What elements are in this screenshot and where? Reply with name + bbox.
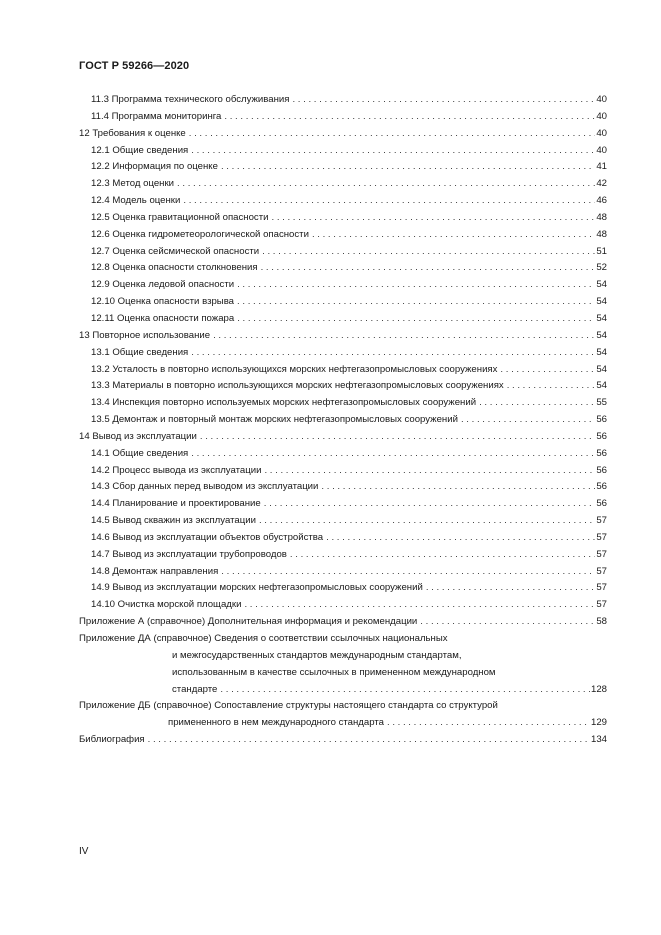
dot-leader [221,159,595,176]
toc-entry-page: 57 [596,565,607,577]
toc-entry-page: 57 [596,515,607,527]
toc-entry[interactable] [79,210,607,227]
toc-entry[interactable] [79,530,607,547]
toc-entry[interactable] [79,429,607,446]
toc-entry[interactable] [79,244,607,261]
toc-entry-title: 13.4 Инспекция повторно используемых морских нефтегазопромысловых сооружений [91,397,477,409]
dot-leader [326,530,595,547]
toc-entry-page: 40 [596,127,607,139]
toc-entry[interactable] [79,547,607,564]
appendix-da-line-4 [79,682,607,699]
toc-entry-page: 40 [596,144,607,156]
toc-entry-title: 12.5 Оценка гравитационной опасности [91,211,269,223]
dot-leader [262,244,595,261]
toc-entry[interactable] [79,564,607,581]
page-number: IV [79,846,89,857]
toc-entry-title: 12.3 Метод оценки [91,178,175,190]
dot-leader [221,564,595,581]
dot-leader [426,580,596,597]
toc-entry-title: 13 Повторное использование [79,329,211,341]
toc-entry-title: 14.4 Планирование и проектирование [91,498,261,510]
toc-entry[interactable] [79,446,607,463]
toc-entry-page: 42 [596,178,607,190]
toc-entry-title: 13.1 Общие сведения [91,346,189,358]
toc-entry-title: 12.2 Информация по оценке [91,161,218,173]
dot-leader [259,513,595,530]
dot-leader [213,328,595,345]
dot-leader [312,227,595,244]
toc-entry-title: 14.1 Общие сведения [91,447,189,459]
toc-entry-page: 56 [596,447,607,459]
toc-entry-title: 12.8 Оценка опасности столкновения [91,262,258,274]
toc-entry-page: 56 [596,430,607,442]
dot-leader [237,294,595,311]
toc-entry-page: 54 [596,296,607,308]
toc-entries [79,92,607,631]
toc-entry-title: 12.11 Оценка опасности пожара [91,312,235,324]
dot-leader [183,193,595,210]
document-header: ГОСТ Р 59266—2020 [79,60,190,72]
toc-entry-title: 12.10 Оценка опасности взрыва [91,296,235,308]
dot-leader [224,109,595,126]
toc-entry[interactable] [79,328,607,345]
toc-entry[interactable] [79,260,607,277]
toc-entry[interactable] [79,345,607,362]
toc-entry-title: 14.8 Демонтаж направления [91,565,219,577]
toc-entry-title: 14.9 Вывод из эксплуатации морских нефтегазопромысловых сооружений [91,582,423,594]
toc-entry[interactable] [79,109,607,126]
bibliography-text: Библиография [79,734,145,746]
toc-entry-title: 12.9 Оценка ледовой опасности [91,279,235,291]
toc-entry-page: 48 [596,211,607,223]
toc-entry-page: 58 [596,616,607,628]
dot-leader [200,429,595,446]
toc-entry-page: 55 [596,397,607,409]
toc-entry-title: 14.7 Вывод из эксплуатации трубопроводов [91,548,287,560]
dot-leader [420,614,595,631]
toc-entry[interactable] [79,496,607,513]
toc-entry-page: 40 [596,110,607,122]
toc-entry[interactable] [79,378,607,395]
dot-leader [507,378,596,395]
dot-leader [479,395,595,412]
dot-leader [191,345,595,362]
toc-entry-title: 13.2 Усталость в повторно использующихся морских нефтегазопромысловых сооружениях [91,363,498,375]
table-of-contents [79,92,607,749]
toc-entry-page: 48 [596,228,607,240]
toc-entry[interactable] [79,479,607,496]
dot-leader [244,597,595,614]
toc-entry-page: 56 [596,414,607,426]
toc-entry-page: 51 [596,245,607,257]
toc-entry-title: 12.6 Оценка гидрометеорологической опасности [91,228,309,240]
toc-entry[interactable] [79,159,607,176]
dot-leader [220,682,590,699]
dot-leader [387,715,590,732]
toc-entry[interactable] [79,614,607,631]
toc-entry-page: 41 [596,161,607,173]
appendix-da-line-1: Приложение ДА (справочное) Сведения о соответствии ссылочных национальных [79,633,448,644]
toc-entry[interactable] [79,311,607,328]
appendix-da-page: 128 [590,683,607,695]
toc-entry-title: 14.6 Вывод из эксплуатации объектов обустройства [91,531,324,543]
toc-entry-title: 14 Вывод из эксплуатации [79,430,197,442]
toc-entry-title: 12.4 Модель оценки [91,195,181,207]
dot-leader [191,143,595,160]
appendix-da-line-2: и межгосударственных стандартов международным стандартам, [172,649,462,661]
toc-entry-bibliography[interactable] [79,732,607,749]
toc-entry[interactable] [79,463,607,480]
dot-leader [500,362,595,379]
toc-entry-title: 14.2 Процесс вывода из эксплуатации [91,464,262,476]
toc-entry-page: 57 [596,531,607,543]
toc-entry-page: 56 [596,464,607,476]
toc-entry[interactable] [79,362,607,379]
dot-leader [237,277,595,294]
toc-entry[interactable] [79,176,607,193]
toc-entry-appendix-da[interactable] [79,631,607,698]
dot-leader [189,126,596,143]
toc-entry[interactable] [79,513,607,530]
dot-leader [237,311,595,328]
dot-leader [264,463,595,480]
toc-entry-page: 57 [596,548,607,560]
toc-entry[interactable] [79,126,607,143]
toc-entry-title: 12.7 Оценка сейсмической опасности [91,245,260,257]
toc-entry-page: 56 [596,498,607,510]
dot-leader [191,446,595,463]
appendix-db-line-2 [79,715,607,732]
appendix-db-line-2-text: примененного в нем международного стандарта [168,717,384,729]
dot-leader [148,732,590,749]
toc-entry-page: 54 [596,346,607,358]
toc-entry[interactable] [79,277,607,294]
toc-entry-page: 40 [596,94,607,105]
dot-leader [261,260,596,277]
toc-entry-title: 11.3 Программа технического обслуживания [91,94,290,105]
toc-entry-page: 54 [596,279,607,291]
toc-entry-page: 54 [596,363,607,375]
appendix-da-line-3: использованным в качестве ссылочных в примененном международном [172,666,496,678]
toc-entry-title: 13.5 Демонтаж и повторный монтаж морских нефтегазопромысловых сооружений [91,414,458,426]
toc-entry-page: 46 [596,195,607,207]
toc-entry-title: 14.3 Сбор данных перед выводом из эксплуатации [91,481,319,493]
toc-entry[interactable] [79,193,607,210]
appendix-da-line-4-text: стандарте [172,683,218,695]
dot-leader [321,479,595,496]
toc-entry-title: 12 Требования к оценке [79,127,186,139]
toc-entry[interactable] [79,143,607,160]
dot-leader [264,496,596,513]
toc-entry[interactable] [79,412,607,429]
dot-leader [292,92,595,109]
toc-entry[interactable] [79,395,607,412]
toc-entry-page: 52 [596,262,607,274]
appendix-db-line-1: Приложение ДБ (справочное) Сопоставление структуры настоящего стандарта со структурой [79,700,498,712]
appendix-db-page: 129 [590,717,607,729]
dot-leader [271,210,595,227]
toc-entry-appendix-db[interactable] [79,698,607,732]
toc-entry-title: Приложение А (справочное) Дополнительная информация и рекомендации [79,616,418,628]
toc-entry-page: 57 [596,582,607,594]
toc-entry[interactable] [79,92,607,109]
toc-entry[interactable] [79,227,607,244]
toc-entry-title: 12.1 Общие сведения [91,144,189,156]
toc-entry-page: 54 [596,312,607,324]
toc-entry[interactable] [79,580,607,597]
toc-entry-title: 14.5 Вывод скважин из эксплуатации [91,515,256,527]
toc-entry-title: 14.10 Очистка морской площадки [91,599,242,611]
toc-entry[interactable] [79,597,607,614]
dot-leader [177,176,595,193]
dot-leader [461,412,595,429]
dot-leader [290,547,595,564]
toc-entry-title: 11.4 Программа мониторинга [91,110,222,122]
toc-entry-title: 13.3 Материалы в повторно использующихся морских нефтегазопромысловых сооружениях [91,380,504,392]
toc-entry[interactable] [79,294,607,311]
toc-entry-page: 56 [596,481,607,493]
toc-entry-page: 54 [596,329,607,341]
toc-entry-page: 57 [596,599,607,611]
bibliography-page: 134 [590,734,607,746]
toc-entry-page: 54 [596,380,607,392]
